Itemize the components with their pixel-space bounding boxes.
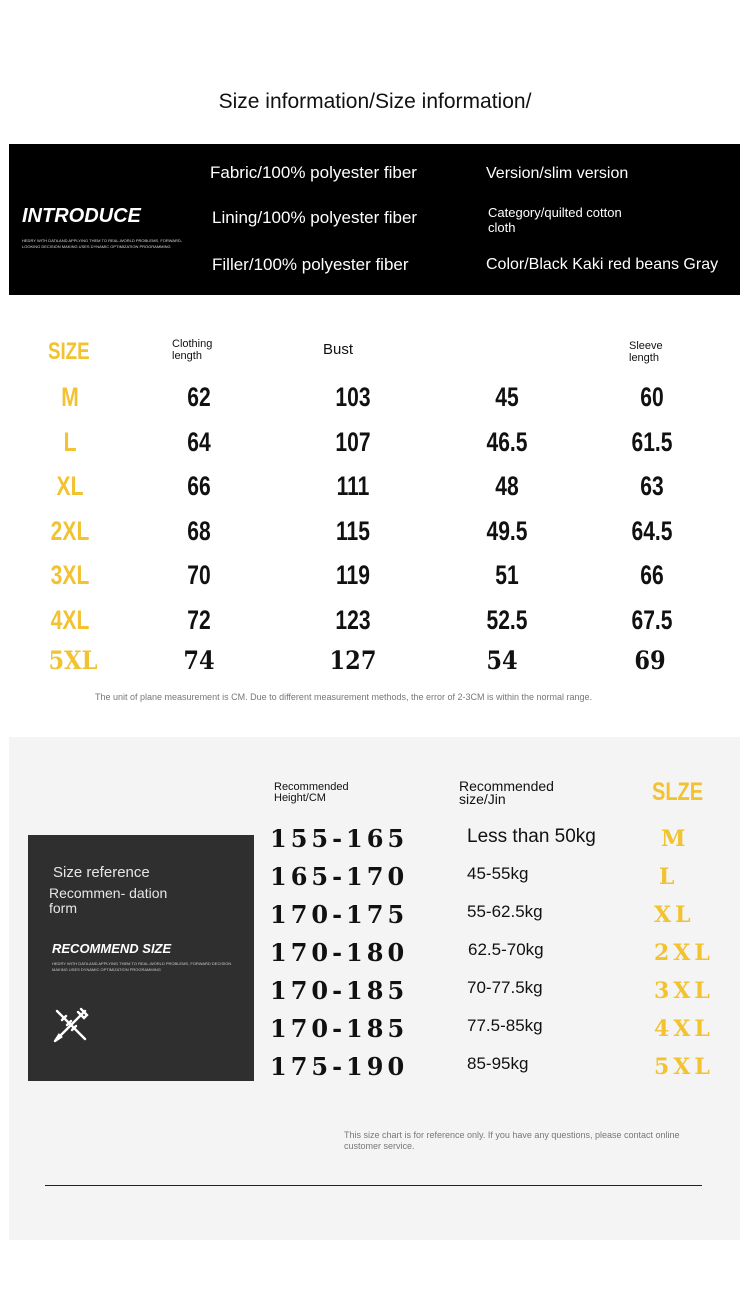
size-label: M — [61, 382, 79, 412]
intro-heading: INTRODUCE — [22, 205, 141, 227]
ruler-pencil-icon — [51, 1005, 91, 1045]
height-range: 155-165 — [270, 824, 409, 853]
sleeve-length-header: Sleeve length — [629, 340, 663, 364]
shoulder-value: 48 — [495, 471, 519, 501]
weight-range: 70-77.5kg — [467, 978, 543, 997]
category-field: Category/quilted cotton cloth — [488, 205, 622, 235]
length-value: 74 — [183, 646, 215, 675]
intro-band — [9, 144, 740, 295]
weight-header: Recommended size/Jin — [459, 778, 554, 807]
sleeve-value: 63 — [640, 471, 664, 501]
version-field: Version/slim version — [486, 165, 629, 182]
recommended-size: XL — [654, 902, 695, 928]
recommended-size: 4XL — [654, 1016, 714, 1042]
size-label: L — [63, 427, 77, 457]
size-label: 5XL — [48, 646, 98, 675]
length-value: 70 — [187, 560, 211, 590]
divider — [45, 1185, 702, 1186]
height-range: 165-170 — [270, 862, 409, 891]
card-tagline: HEDRY WITH DATA AND APPLYING THEM TO REAL-WORLD PROBLEMS, FORWARD DECISION MAKING USES DYNAMIC OPTIMIZATION PROGRAMMING — [52, 961, 232, 972]
card-subtitle: Recommen- dation form — [49, 885, 168, 916]
clothing-length-header: Clothing length — [172, 338, 213, 362]
measurement-note: The unit of plane measurement is CM. Due to different measurement methods, the error of 2-3CM is within the normal range. — [95, 692, 593, 702]
bust-value: 123 — [335, 605, 371, 635]
shoulder-value: 54 — [486, 646, 518, 675]
length-value: 64 — [187, 427, 211, 457]
bust-value: 119 — [336, 560, 370, 590]
sleeve-value: 64.5 — [631, 516, 673, 546]
length-value: 62 — [187, 382, 211, 412]
size-label: 4XL — [50, 605, 90, 635]
length-value: 68 — [187, 516, 211, 546]
weight-range: 62.5-70kg — [468, 940, 544, 959]
bust-header: Bust — [323, 341, 354, 358]
recommended-size: 2XL — [654, 940, 714, 966]
size-label: 3XL — [50, 560, 90, 590]
weight-range: 77.5-85kg — [467, 1016, 543, 1035]
card-title: Size reference — [53, 864, 150, 881]
recommended-size: M — [661, 826, 690, 852]
bust-value: 103 — [335, 382, 371, 412]
height-range: 170-175 — [270, 900, 409, 929]
shoulder-value: 49.5 — [486, 516, 528, 546]
height-range: 170-180 — [270, 938, 409, 967]
recommended-size: L — [659, 864, 679, 890]
size-column-header: SIZE — [48, 338, 90, 365]
length-value: 72 — [187, 605, 211, 635]
sleeve-value: 61.5 — [631, 427, 673, 457]
fabric-field: Fabric/100% polyester fiber — [210, 163, 417, 182]
weight-range: 55-62.5kg — [467, 902, 543, 921]
lining-field: Lining/100% polyester fiber — [212, 208, 418, 227]
intro-tagline: HEDRY WITH DATA AND APPLYING THEM TO REAL-WORLD PROBLEMS, FORWARD-LOOKING DECISION MAKING USES DYNAMIC OPTIMIZATION PROGRAMMING — [22, 238, 183, 249]
bust-value: 127 — [329, 646, 377, 675]
reference-note: This size chart is for reference only. If you have any questions, please contact online customer service. — [344, 1130, 680, 1151]
shoulder-value: 52.5 — [486, 605, 528, 635]
sleeve-value: 60 — [640, 382, 664, 412]
shoulder-value: 45 — [495, 382, 519, 412]
bust-value: 107 — [335, 427, 371, 457]
page-title: Size information/Size information/ — [218, 90, 532, 113]
height-header: Recommended Height/CM — [274, 781, 349, 804]
sleeve-value: 67.5 — [631, 605, 673, 635]
size-label: XL — [56, 471, 84, 501]
weight-range: 85-95kg — [467, 1054, 529, 1073]
recommend-size-header: SLZE — [652, 778, 704, 806]
sleeve-value: 66 — [640, 560, 664, 590]
height-range: 170-185 — [270, 976, 409, 1005]
recommended-size: 3XL — [654, 978, 714, 1004]
weight-range: 45-55kg — [467, 864, 529, 883]
bust-value: 115 — [336, 516, 370, 546]
shoulder-value: 46.5 — [486, 427, 528, 457]
height-range: 170-185 — [270, 1014, 409, 1043]
size-reference-card — [28, 835, 254, 1081]
shoulder-value: 51 — [495, 560, 519, 590]
size-label: 2XL — [50, 516, 90, 546]
filler-field: Filler/100% polyester fiber — [212, 255, 409, 274]
recommendation-panel — [9, 737, 740, 1240]
sleeve-value: 69 — [634, 646, 666, 675]
bust-value: 111 — [336, 471, 370, 501]
recommended-size: 5XL — [654, 1054, 714, 1080]
height-range: 175-190 — [270, 1052, 409, 1081]
color-field: Color/Black Kaki red beans Gray — [486, 256, 719, 273]
card-heading: RECOMMEND SIZE — [52, 941, 172, 956]
length-value: 66 — [187, 471, 211, 501]
weight-range: Less than 50kg — [467, 826, 596, 847]
size-table — [0, 330, 750, 690]
